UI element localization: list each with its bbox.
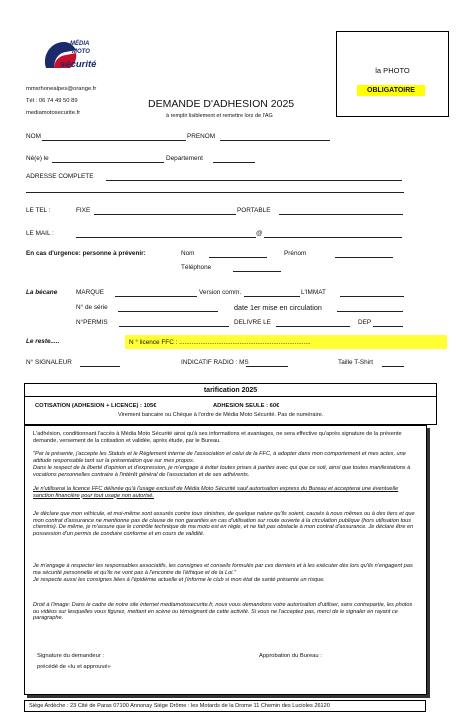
field-nom[interactable] xyxy=(42,140,186,141)
licence-ffc-field[interactable] xyxy=(125,335,447,349)
page-subtitle: à remplir lisiblement et remettre lors de l'AG xyxy=(166,113,273,119)
label-prenom: PRENOM xyxy=(187,133,216,140)
terms-p2c: Je n'utiliserai la licence FFC délivrée qu'à l'usage exclusif de Média Moto Sécurité sauf autorisation express du Bureau et accepterai une éventuelle sanction financière pour tout usage non autorisé. xyxy=(33,486,399,499)
field-tshirt[interactable] xyxy=(382,366,404,367)
field-mail-user[interactable] xyxy=(76,237,256,238)
label-mise-circulation: date 1er mise en circulation xyxy=(234,303,322,312)
tarif-title: tarification 2025 xyxy=(203,387,258,394)
label-urg-tel: Téléphone xyxy=(181,264,212,271)
contact-email: mmsrhonealpes@orange.fr xyxy=(26,86,97,92)
contact-tel: Tél : 06 74 49 50 89 xyxy=(26,98,78,104)
photo-box[interactable] xyxy=(336,31,449,117)
label-becane: La bécane xyxy=(26,289,58,296)
field-departement[interactable] xyxy=(213,162,255,163)
logo xyxy=(40,32,102,80)
label-delivre: DELIVRE LE xyxy=(234,319,271,326)
label-departement: Departement xyxy=(166,155,203,162)
footer xyxy=(24,700,426,712)
field-adresse-1[interactable] xyxy=(106,180,402,181)
field-marque[interactable] xyxy=(115,296,197,297)
tarif-paiement: Virement bancaire ou Chèque à l'ordre de Média Moto Sécurité. Pas de numéraire. xyxy=(118,412,324,418)
field-prenom[interactable] xyxy=(220,140,330,141)
label-tshirt: Taille T-Shirt xyxy=(338,359,374,366)
field-portable[interactable] xyxy=(279,214,403,215)
terms-p4a: Je m'engage à respecter les responsables associatifs, les consignes et conseils formulés par ces derniers et à les exécuter dès lors qu'ils n'engagent pas ma sécurité personnelle et qu'ils ne vont pas à l'encontre de l'éthique et de la Loi." xyxy=(33,563,413,576)
contact-site: mediamotosecurite.fr xyxy=(26,110,81,116)
label-version: Version comm. xyxy=(199,289,242,296)
field-ne-le[interactable] xyxy=(52,162,164,163)
signature-demandeur-label: Signature du demandeur : xyxy=(37,653,105,659)
label-permis: N°PERMIS xyxy=(76,319,108,326)
approbation-bureau-label: Approbation du Bureau : xyxy=(259,653,322,659)
terms-p1: L'adhésion, conditionnant l'accès à Média Moto Sécurité ainsi qu'à ses informations et avantages, ne sera effective qu'après signature de la présente demande, versement de la cotisation et validée, après étude, par le Bureau. xyxy=(33,431,402,444)
photo-required-badge: OBLIGATOIRE xyxy=(357,85,425,96)
label-signaleur: N° SIGNALEUR xyxy=(26,359,72,366)
field-adresse-2[interactable] xyxy=(26,192,404,193)
label-portable: PORTABLE xyxy=(237,207,271,214)
label-serie: N° de série xyxy=(76,304,108,311)
label-adresse: ADRESSE COMPLETE xyxy=(26,173,94,180)
label-mail: LE MAIL : xyxy=(26,230,54,237)
field-urg-nom[interactable] xyxy=(209,257,267,258)
label-licence: N ° licence FFC : .......................................................................... xyxy=(129,339,311,346)
field-dep[interactable] xyxy=(373,326,403,327)
label-indicatif: INDICATIF RADIO : MS xyxy=(181,359,249,366)
label-marque: MARQUE xyxy=(76,289,105,296)
footer-address: Siège Ardèche : 23 Cité de Paras 07100 Annonay Siège Drôme : les Motards de la Drome 11 Chemin des Lucioles 26120 xyxy=(29,703,330,709)
terms-p5: Droit à l'image: Dans le cadre de notre site internet mediamotosecurite.fr, nous vous demandons votre autorisation d'utiliser, sans contrepartie, les photos ou vidéos sur lesquelles vous figurez, mettant en scène ou témoignant de cette activité. Si vous ne l'acceptez pas, merci de le signaler en rayant ce paragraphe. xyxy=(33,602,413,622)
photo-label: la PHOTO xyxy=(375,66,410,75)
logo-line2: MOTO xyxy=(72,49,90,55)
field-signaleur[interactable] xyxy=(80,366,120,367)
label-immat: L'IMMAT xyxy=(301,289,326,296)
terms-p3: Je déclare que mon véhicule, et moi-même sont assurés contre tous sinistres, de quelque nature qu'ils soient, causés à nous mêmes ou à des tiers et que mon contrat d'assurance ne mentionne pas de clause de non garanties en cas d'utilisation sur route ouverte à la circulation publique (hors utilisation tous chemins). De même, je m'assure que le contrôle technique de ma moto est en règle, et ne fait pas obstacle à mon contrat d'assurance. Je déclare être en possession d'un permis de conduire conforme et en cours de validité. xyxy=(33,511,415,537)
label-tel: LE TEL : xyxy=(26,207,51,214)
terms-p2b: Dans le respect de la liberté d'opinion et d'expression, je m'engage à éviter toutes prises à parties avec qui que ce soit, ainsi que toutes manifestations à vocations personnelles contraire à l'intérêt général de l'association et de ses adhérents. xyxy=(33,465,411,478)
label-at: @ xyxy=(256,230,263,237)
label-ne-le: Né(e) le xyxy=(26,155,49,162)
field-fixe[interactable] xyxy=(94,214,236,215)
label-reste: Le reste..... xyxy=(26,338,60,345)
label-fixe: FIXE xyxy=(76,207,91,214)
field-delivre[interactable] xyxy=(276,326,350,327)
field-mise-circulation[interactable] xyxy=(337,311,403,312)
label-nom: NOM xyxy=(26,133,41,140)
field-permis[interactable] xyxy=(119,326,229,327)
tarif-adhesion: ADHESION SEULE : 60€ xyxy=(213,403,280,409)
terms-p4b: Je respecte aussi les consignes liées à l'épidémie actuelle et j'informe le club si mon état de santé présente un risque. xyxy=(33,577,325,583)
terms-box xyxy=(24,425,427,695)
field-urg-tel[interactable] xyxy=(233,271,281,272)
label-urgence: En cas d'urgence: personne à prévenir: xyxy=(26,250,146,257)
logo-line1: MÉDIA xyxy=(70,41,90,47)
label-dep: DEP xyxy=(358,319,372,326)
label-urg-prenom: Prénom xyxy=(284,250,307,257)
field-indicatif[interactable] xyxy=(246,366,288,367)
signature-precede-label: précédé de «lu et approuvé» xyxy=(37,664,111,670)
terms-p2a: "Par la présente, j'accepte les Statuts et le Règlement interne de l'association et celui de la FFC, à adopter dans mon comportement et mes actes, une attitude responsable tant sur la présentation que sur mes propos. xyxy=(33,451,406,464)
tarification-box xyxy=(24,383,437,425)
field-immat[interactable] xyxy=(340,296,404,297)
field-urg-prenom[interactable] xyxy=(335,257,393,258)
field-version[interactable] xyxy=(244,296,300,297)
label-urg-nom: Nom xyxy=(181,250,195,257)
page-title: DEMANDE D'ADHESION 2025 xyxy=(148,98,295,110)
tarif-cotisation: COTISATION (ADHESION + LICENCE) : 105€ xyxy=(35,403,157,409)
field-mail-domain[interactable] xyxy=(264,237,402,238)
tarif-divider xyxy=(25,396,436,397)
logo-line3: sécurité xyxy=(60,59,97,70)
field-serie[interactable] xyxy=(118,311,218,312)
